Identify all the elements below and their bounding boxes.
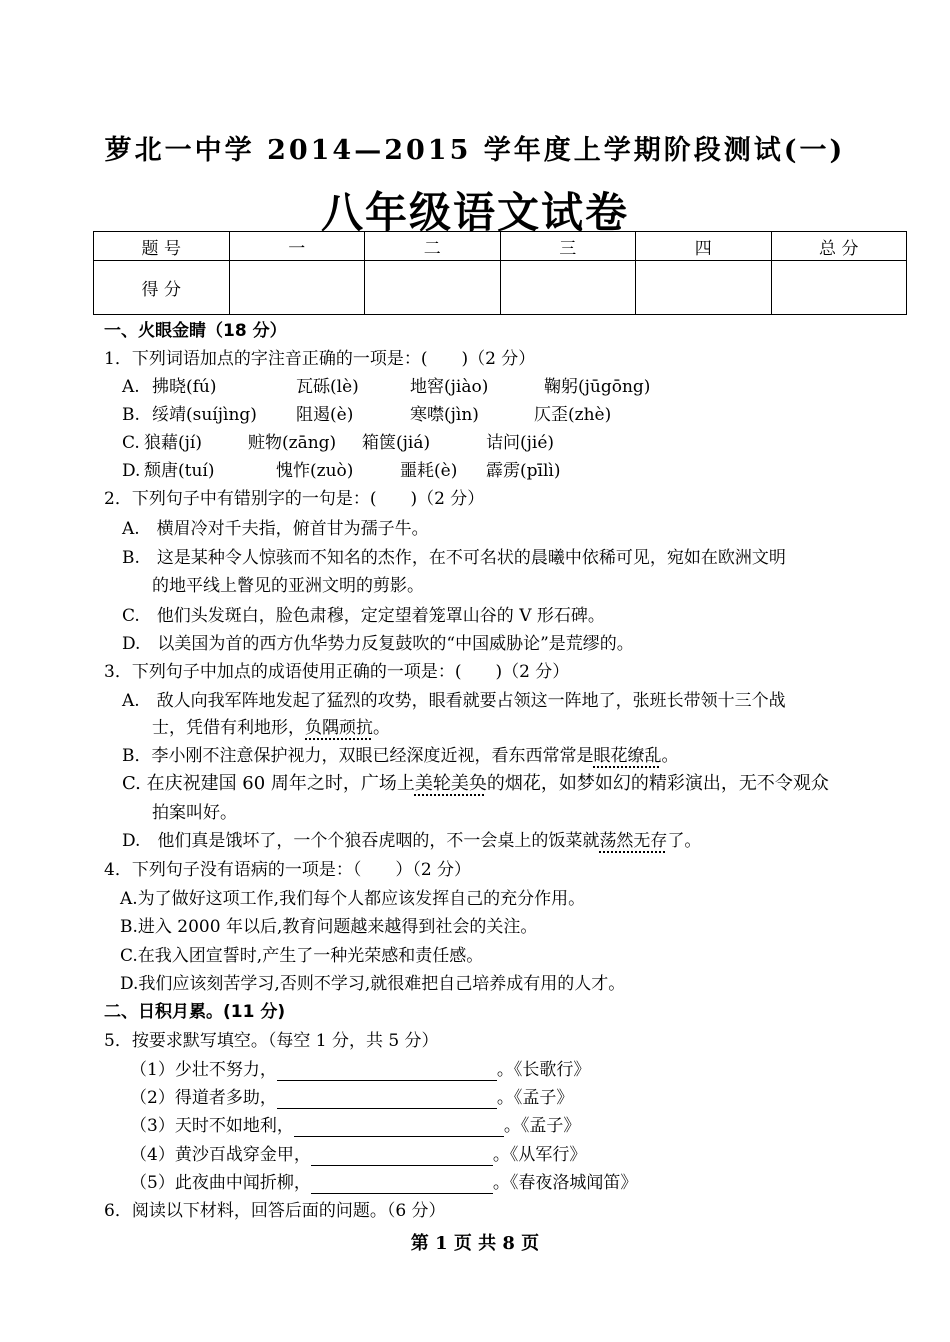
option-item: B.进入 2000 年以后,教育问题越来越得到社会的关注。 xyxy=(120,917,538,937)
score-table-cell: 四 xyxy=(636,232,772,261)
dotted-idiom: 负隅顽抗 xyxy=(305,718,373,738)
question-stem: 4．下列句子没有语病的一项是：（ ）（2 分） xyxy=(104,860,472,880)
option-item: 霹雳(pīlì) xyxy=(486,461,561,481)
question-stem: 1．下列词语加点的字注音正确的一项是：( )（2 分） xyxy=(104,349,536,369)
option-item: A. 横眉冷对千夫指，俯首甘为孺子牛。 xyxy=(122,519,429,539)
option-item: 绥靖(suíjìng) xyxy=(152,405,257,425)
answer-blank[interactable] xyxy=(311,1147,493,1166)
score-input-cell[interactable] xyxy=(500,261,636,315)
option-label: B. xyxy=(122,405,140,425)
option-item: 噩耗(è) xyxy=(400,461,458,481)
answer-blank[interactable] xyxy=(294,1118,504,1137)
option-item: A.为了做好这项工作,我们每个人都应该发挥自己的充分作用。 xyxy=(120,889,586,909)
option-item: D.我们应该刻苦学习,否则不学习,就很难把自己培养成有用的人才。 xyxy=(120,974,626,994)
score-input-cell[interactable] xyxy=(229,261,365,315)
option-label: C. xyxy=(122,433,140,453)
score-table-cell: 二 xyxy=(365,232,501,261)
dotted-idiom: 荡然无存 xyxy=(599,831,668,851)
score-table-header-row xyxy=(94,232,907,261)
option-item: 颓唐(tuí) xyxy=(144,461,215,481)
option-item: 寒噤(jìn) xyxy=(410,405,479,425)
dotted-idiom: 美轮美奂 xyxy=(414,773,487,794)
score-table-cell: 一 xyxy=(229,232,365,261)
option-item: 阻遏(è) xyxy=(296,405,354,425)
question-stem: 6．阅读以下材料，回答后面的问题。（6 分） xyxy=(104,1201,446,1221)
exam-header-title: 萝北一中学 2014—2015 学年度上学期阶段测试(一) xyxy=(104,135,846,166)
section-heading: 二、日积月累。(11 分) xyxy=(104,1002,286,1022)
question-stem: 3．下列句子中加点的成语使用正确的一项是：( )（2 分） xyxy=(104,662,570,682)
page-footer: 第 1 页 共 8 页 xyxy=(410,1233,540,1254)
answer-blank[interactable] xyxy=(311,1175,493,1194)
score-input-cell[interactable] xyxy=(365,261,501,315)
option-item: 仄歪(zhè) xyxy=(534,405,612,425)
question-stem: 5．按要求默写填空。（每空 1 分，共 5 分） xyxy=(104,1031,439,1051)
option-item: 拂晓(fú) xyxy=(152,377,217,397)
score-table-score-row xyxy=(94,261,907,315)
question-stem: 2．下列句子中有错别字的一句是：( )（2 分） xyxy=(104,489,485,509)
option-label: D. xyxy=(122,461,141,481)
score-table-cell: 题 号 xyxy=(94,232,230,261)
answer-blank[interactable] xyxy=(277,1090,497,1109)
exam-subtitle: 八年级语文试卷 xyxy=(320,188,629,237)
answer-blank[interactable] xyxy=(277,1062,497,1081)
option-item: 箱箧(jiá) xyxy=(362,433,431,453)
score-input-cell[interactable] xyxy=(636,261,772,315)
option-item: B. 这是某种令人惊骇而不知名的杰作，在不可名状的晨曦中依稀可见，宛如在欧洲文明 xyxy=(122,548,786,568)
option-item: 鞠躬(jūgōng) xyxy=(544,377,651,397)
score-table-cell: 总 分 xyxy=(771,232,907,261)
fill-blank-item: （4）黄沙百战穿金甲， 。《从军行》 xyxy=(130,1145,587,1165)
option-item: 狼藉(jí) xyxy=(144,433,202,453)
dotted-idiom: 眼花缭乱 xyxy=(593,746,662,766)
option-item: D. 以美国为首的西方仇华势力反复鼓吹的“中国威胁论”是荒缪的。 xyxy=(122,634,634,654)
option-item: C. 在庆祝建国 60 周年之时，广场上美轮美奂的烟花，如梦如幻的精彩演出，无不令观众 xyxy=(122,773,829,794)
option-item: 瓦砾(lè) xyxy=(296,377,359,397)
option-item-continued: 士，凭借有利地形，负隅顽抗。 xyxy=(152,718,390,738)
option-item: C. 他们头发斑白，脸色肃穆，定定望着笼罩山谷的 V 形石碑。 xyxy=(122,606,605,626)
option-item: 地窖(jiào) xyxy=(410,377,489,397)
option-item-continued: 拍案叫好。 xyxy=(152,803,237,823)
score-table-cell: 三 xyxy=(500,232,636,261)
section-heading: 一、火眼金睛（18 分） xyxy=(104,321,287,341)
option-item: 诘问(jié) xyxy=(486,433,555,453)
fill-blank-item: （5）此夜曲中闻折柳， 。《春夜洛城闻笛》 xyxy=(130,1173,638,1193)
option-item: A. 敌人向我军阵地发起了猛烈的攻势，眼看就要占领这一阵地了，张班长带领十三个战 xyxy=(122,691,786,711)
option-item: 赃物(zāng) xyxy=(248,433,337,453)
score-input-cell[interactable] xyxy=(771,261,907,315)
fill-blank-item: （2）得道者多助， 。《孟子》 xyxy=(130,1088,574,1108)
score-table-cell: 得 分 xyxy=(94,261,230,315)
fill-blank-item: （3）天时不如地利， 。《孟子》 xyxy=(130,1116,581,1136)
option-item: D. 他们真是饿坏了，一个个狼吞虎咽的，不一会桌上的饭菜就荡然无存了。 xyxy=(122,831,702,851)
option-item: C.在我入团宣誓时,产生了一种光荣感和责任感。 xyxy=(120,946,484,966)
score-table xyxy=(93,231,907,315)
fill-blank-item: （1）少壮不努力， 。《长歌行》 xyxy=(130,1060,591,1080)
option-item-continued: 的地平线上瞥见的亚洲文明的剪影。 xyxy=(152,576,424,596)
option-item: B．李小刚不注意保护视力，双眼已经深度近视，看东西常常是眼花缭乱。 xyxy=(122,746,679,766)
option-label: A. xyxy=(122,377,140,397)
option-item: 愧怍(zuò) xyxy=(276,461,354,481)
